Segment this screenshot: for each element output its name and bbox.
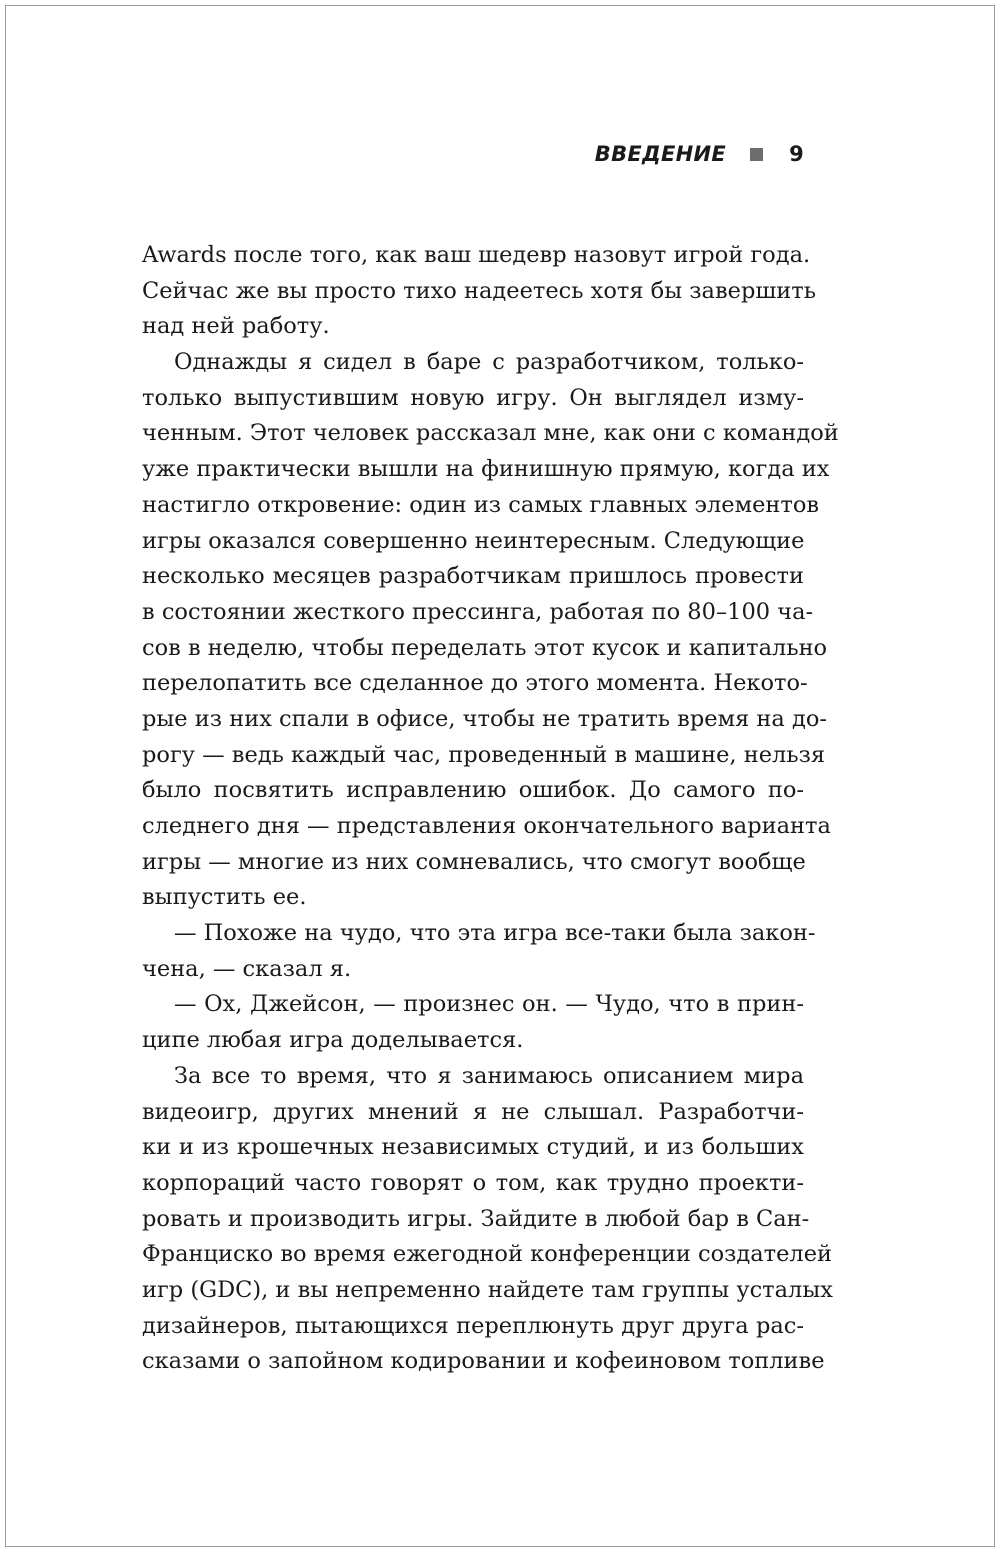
text-line: игры — многие из них сомневались, что смогут вообще bbox=[142, 848, 806, 875]
text-line: рые из них спали в офисе, чтобы не тратить время на до- bbox=[142, 705, 827, 732]
running-head bbox=[595, 142, 804, 166]
paragraph bbox=[142, 238, 816, 345]
text-line: сов в неделю, чтобы переделать этот кусок и капитально bbox=[142, 634, 828, 661]
text-line: Франциско во время ежегодной конференции создателей bbox=[142, 1241, 833, 1268]
paragraph bbox=[142, 916, 816, 987]
paragraph bbox=[142, 987, 804, 1058]
text-line: рогу — ведь каждый час, проведенный в машине, нельзя bbox=[142, 741, 826, 768]
paragraph bbox=[142, 345, 839, 916]
text-line: корпораций часто говорят о том, как трудно проекти- bbox=[142, 1169, 804, 1196]
text-line: Awards после того, как ваш шедевр назовут игрой года. bbox=[142, 242, 811, 268]
text-line: над ней работу. bbox=[142, 313, 330, 340]
text-line: выпустить ее. bbox=[142, 884, 307, 911]
text-line: Сейчас же вы просто тихо надеетесь хотя бы завершить bbox=[142, 277, 816, 304]
text-line: только выпустившим новую игру. Он выглядел изму- bbox=[142, 384, 804, 411]
text-line: было посвятить исправлению ошибок. До самого по- bbox=[142, 777, 804, 804]
paragraph bbox=[142, 1059, 833, 1380]
text-line: игр (GDC), и вы непременно найдете там группы усталых bbox=[142, 1276, 833, 1303]
text-line: Однажды я сидел в баре с разработчиком, только- bbox=[174, 349, 804, 376]
text-line: уже практически вышли на финишную прямую, когда их bbox=[142, 456, 830, 483]
body-text bbox=[142, 238, 839, 1380]
text-line: За все то время, что я занимаюсь описанием мира bbox=[174, 1062, 804, 1089]
text-line: ципе любая игра доделывается. bbox=[142, 1027, 524, 1054]
text-line: дизайнеров, пытающихся переплюнуть друг друга рас- bbox=[142, 1312, 804, 1339]
text-line: в состоянии жесткого прессинга, работая по 80–100 ча- bbox=[142, 598, 814, 625]
section-title: ВВЕДЕНИЕ bbox=[594, 142, 727, 166]
text-line: несколько месяцев разработчикам пришлось провести bbox=[142, 563, 804, 590]
text-line: следнего дня — представления окончательного варианта bbox=[142, 813, 831, 839]
text-line: перелопатить все сделанное до этого момента. Некото- bbox=[142, 670, 808, 697]
text-line: чена, — сказал я. bbox=[142, 955, 352, 982]
text-line: — Ох, Джейсон, — произнес он. — Чудо, что в прин- bbox=[174, 991, 804, 1018]
text-line: ки и из крошечных независимых студий, и из больших bbox=[142, 1134, 804, 1161]
text-line: ровать и производить игры. Зайдите в любой бар в Сан- bbox=[142, 1205, 810, 1232]
page-number: 9 bbox=[789, 142, 804, 166]
text-line: игры оказался совершенно неинтересным. Следующие bbox=[142, 527, 805, 554]
text-line: — Похоже на чудо, что эта игра все-таки была закон- bbox=[174, 920, 816, 947]
text-line: видеоигр, других мнений я не слышал. Разработчи- bbox=[142, 1098, 804, 1125]
text-line: настигло откровение: один из самых главных элементов bbox=[142, 491, 820, 518]
square-separator-icon bbox=[750, 148, 763, 161]
text-line: сказами о запойном кодировании и кофеиновом топливе bbox=[142, 1348, 825, 1375]
text-line: ченным. Этот человек рассказал мне, как они с командой bbox=[142, 420, 839, 447]
